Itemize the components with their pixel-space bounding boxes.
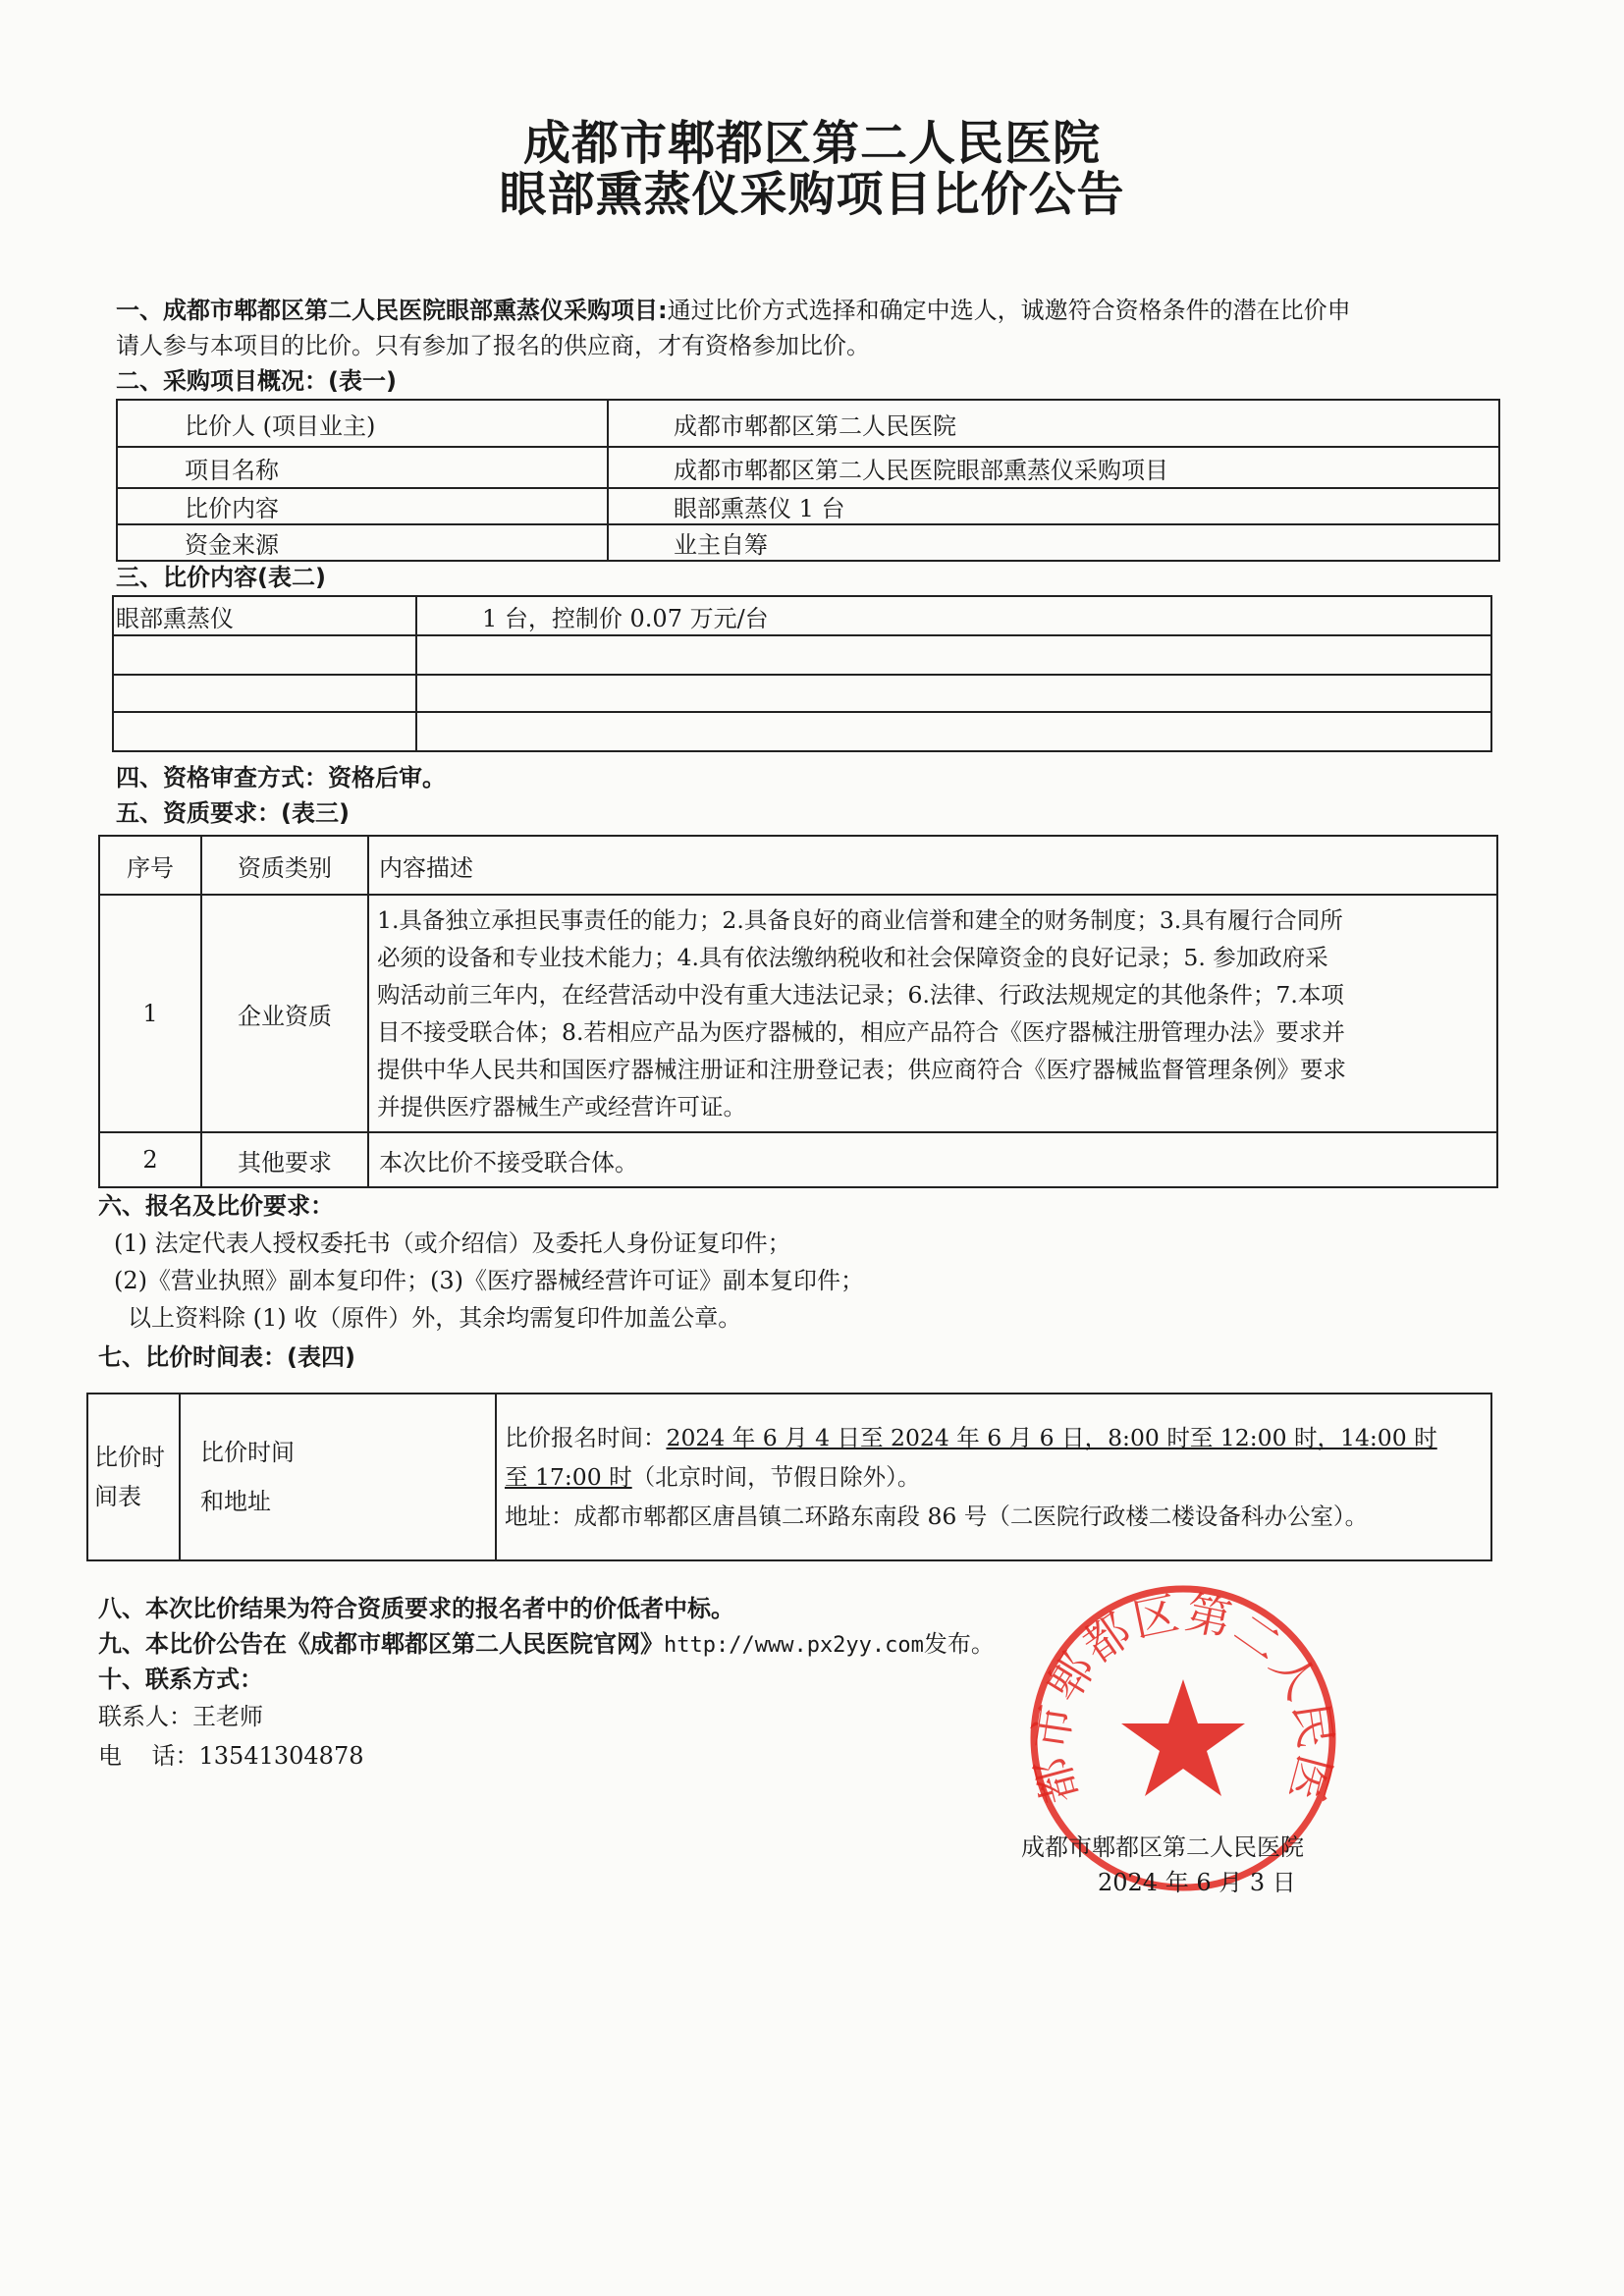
table-cell: 成都市郫都区第二人民医院 [608,400,1499,447]
section6-line2: (2)《营业执照》副本复印件；(3)《医疗器械经营许可证》副本复印件； [114,1267,864,1294]
table-cell [113,635,416,675]
schedule-time-prefix: 比价报名时间： [505,1424,667,1451]
table-cell: 企业资质 [201,895,368,1132]
table-cell: 眼部熏蒸仪 1 台 [608,488,1499,524]
table-row [113,712,1491,751]
section6-heading: 六、报名及比价要求： [98,1192,334,1220]
table-row [117,488,1499,524]
schedule-label-line2: 和地址 [200,1488,271,1515]
requirement-line: 1.具备独立承担民事责任的能力；2.具备良好的商业信誉和建全的财务制度；3.具有履行合同所 [377,906,1343,934]
section9-line [98,1626,995,1664]
qualification-table [98,835,1498,1188]
overview-table [116,399,1500,562]
table-row [113,635,1491,675]
section1-line2: 请人参与本项目的比价。只有参加了报名的供应商，才有资格参加比价。 [116,332,870,359]
schedule-address: 地址：成都市郫都区唐昌镇二环路东南段 86 号（二医院行政楼二楼设备科办公室）。 [505,1503,1369,1530]
table-cell: 成都市郫都区第二人民医院眼部熏蒸仪采购项目 [608,447,1499,488]
star-icon [1121,1679,1245,1796]
table-cell: 1 [99,895,201,1132]
requirement-line: 目不接受联合体；8.若相应产品为医疗器械的，相应产品符合《医疗器械注册管理办法》要求并 [377,1018,1345,1046]
table-row [113,675,1491,712]
signature-org: 成都市郫都区第二人民医院 [1021,1833,1304,1861]
section1-heading: 一、成都市郫都区第二人民医院眼部熏蒸仪采购项目: [116,297,668,324]
section8-text: 八、本次比价结果为符合资质要求的报名者中的价低者中标。 [98,1595,734,1622]
table-cell [368,895,1497,1132]
table-cell: 比价时间表 [87,1394,180,1560]
table-cell: 比价人 (项目业主) [117,400,608,447]
title-line-1: 成都市郫都区第二人民医院 [522,116,1101,171]
section2-heading: 二、采购项目概况：(表一) [116,367,397,395]
section10-heading: 十、联系方式： [98,1666,263,1693]
table-cell [113,712,416,751]
requirement-line: 并提供医疗器械生产或经营许可证。 [377,1093,746,1121]
schedule-time-note: （北京时间，节假日除外）。 [631,1463,921,1491]
table-cell: 1 台，控制价 0.07 万元/台 [416,596,1491,635]
section7-heading: 七、比价时间表：(表四) [98,1343,355,1371]
table-cell: 其他要求 [201,1132,368,1187]
section3-heading: 三、比价内容(表二) [116,564,326,591]
table-header: 序号 [99,836,201,895]
section6-line1: (1) 法定代表人授权委托书（或介绍信）及委托人身份证复印件； [114,1230,791,1257]
table-row [99,895,1497,1132]
section1-text: 通过比价方式选择和确定中选人，诚邀符合资格条件的潜在比价申 [667,297,1351,324]
section1-line1 [116,293,1351,328]
section9-prefix: 九、本比价公告在《成都市郫都区第二人民医院官网》 [98,1630,664,1658]
contact-phone [98,1738,363,1774]
table-cell: 本次比价不接受联合体。 [368,1132,1497,1187]
requirement-line: 提供中华人民共和国医疗器械注册证和注册登记表；供应商符合《医疗器械监督管理条例》要求 [377,1056,1346,1083]
table-cell [416,712,1491,751]
table-row [99,836,1497,895]
phone-label: 电 话： [98,1742,199,1770]
website-link[interactable]: http://www.px2yy.com [664,1633,924,1658]
table-cell: 眼部熏蒸仪 [113,596,416,635]
schedule-time-line1 [505,1418,1483,1457]
schedule-label-line1: 比价时间 [200,1439,295,1466]
table-cell: 比价内容 [117,488,608,524]
table-cell: 项目名称 [117,447,608,488]
table-cell [416,675,1491,712]
table-cell: 资金来源 [117,524,608,561]
table-row [113,596,1491,635]
table-row [87,1394,1491,1560]
section5-heading: 五、资质要求：(表三) [116,799,350,827]
table-row [99,1132,1497,1187]
table-cell: 2 [99,1132,201,1187]
content-table [112,595,1492,752]
table-row [117,400,1499,447]
requirement-line: 必须的设备和专业技术能力；4.具有依法缴纳税收和社会保障资金的良好记录；5. 参加政府采 [377,944,1328,971]
table-cell [416,635,1491,675]
schedule-time-value: 2024 年 6 月 4 日至 2024 年 6 月 6 日，8:00 时至 12:00 时，14:00 时 [666,1424,1437,1451]
signature-date: 2024 年 6 月 3 日 [1098,1869,1296,1896]
seal-text: 都市郫都区第二人民医 [1023,1585,1343,1810]
table-header: 内容描述 [368,836,1497,895]
table-cell [113,675,416,712]
contact-person: 联系人：王老师 [98,1703,263,1730]
schedule-time-end: 至 17:00 时 [505,1463,632,1491]
schedule-table [86,1393,1492,1561]
table-row [117,524,1499,561]
table-cell [496,1394,1491,1560]
section9-suffix: 发布。 [923,1630,995,1658]
title-line-2: 眼部熏蒸仪采购项目比价公告 [499,167,1125,222]
requirement-line: 购活动前三年内，在经营活动中没有重大违法记录；6.法律、行政法规规定的其他条件；7.本项 [377,981,1344,1009]
table-cell: 业主自筹 [608,524,1499,561]
section4-heading: 四、资格审查方式：资格后审。 [116,764,446,792]
section6-line3: 以上资料除 (1) 收（原件）外，其余均需复印件加盖公章。 [128,1304,742,1332]
schedule-time-line2 [505,1457,1483,1497]
table-row [117,447,1499,488]
table-cell [180,1394,496,1560]
table-header: 资质类别 [201,836,368,895]
phone-number: 13541304878 [198,1742,364,1770]
